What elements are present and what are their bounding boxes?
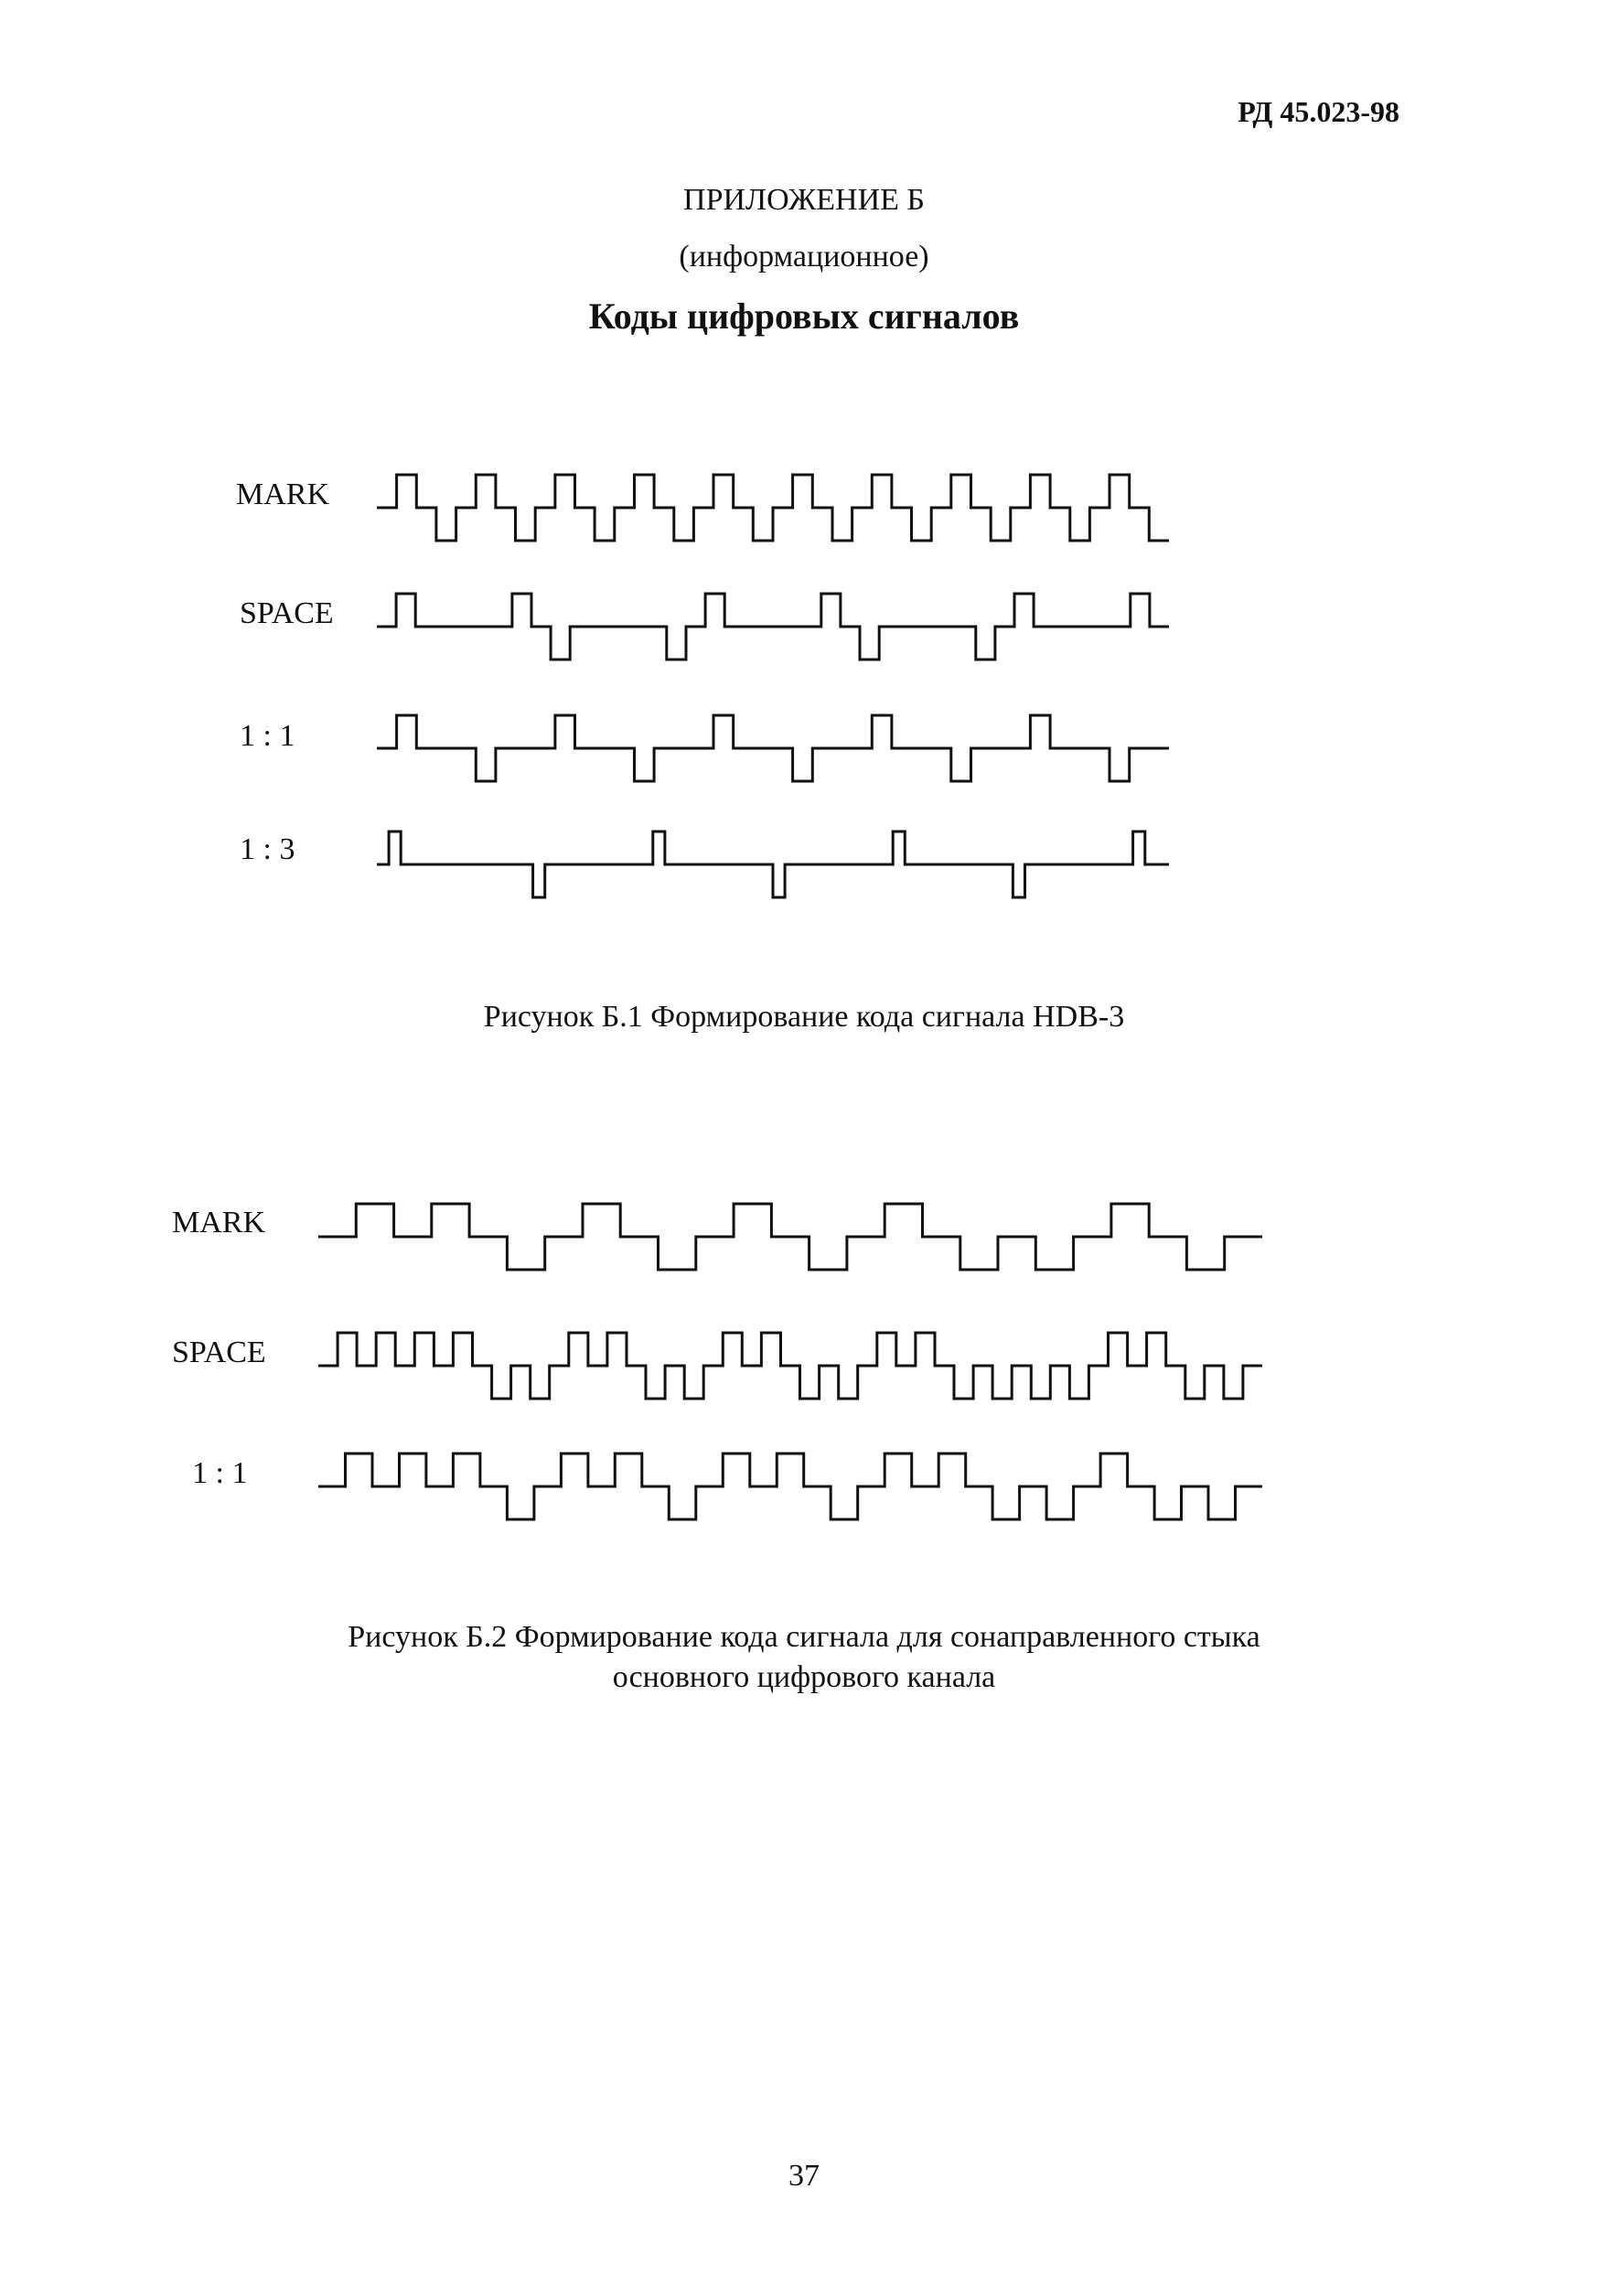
appendix-note: (информационное) xyxy=(679,240,929,274)
section-title: Коды цифровых сигналов xyxy=(588,295,1020,337)
fig2-space-waveform xyxy=(318,1333,1262,1399)
fig2-mark-waveform xyxy=(318,1204,1262,1270)
figure2-caption-line1: Рисунок Б.2 Формирование кода сигнала для сонаправленного стыка xyxy=(348,1620,1260,1654)
fig1-mark-label: MARK xyxy=(236,477,330,511)
fig1-mark-waveform xyxy=(377,475,1169,541)
figure2-caption xyxy=(0,1617,1608,1698)
appendix-title: ПРИЛОЖЕНИЕ Б xyxy=(683,183,925,217)
fig1-ratio-1-1-label: 1 : 1 xyxy=(240,719,295,753)
fig2-space-label: SPACE xyxy=(172,1336,266,1369)
fig1-space-waveform xyxy=(377,594,1169,660)
document-number: РД 45.023-98 xyxy=(1238,95,1399,128)
fig1-ratio-1-3-label: 1 : 3 xyxy=(240,832,295,866)
fig1-ratio-1-3-waveform xyxy=(377,831,1169,897)
fig1-ratio-1-1-waveform xyxy=(377,715,1169,781)
fig2-ratio-1-1-waveform xyxy=(318,1454,1262,1519)
figure2-caption-line2: основного цифрового канала xyxy=(612,1660,996,1694)
fig2-mark-label: MARK xyxy=(172,1206,266,1239)
page-number: 37 xyxy=(788,2159,820,2193)
fig1-space-label: SPACE xyxy=(240,596,334,630)
figure1-caption: Рисунок Б.1 Формирование кода сигнала HDB-3 xyxy=(483,1000,1125,1034)
fig2-ratio-1-1-label: 1 : 1 xyxy=(192,1456,248,1490)
